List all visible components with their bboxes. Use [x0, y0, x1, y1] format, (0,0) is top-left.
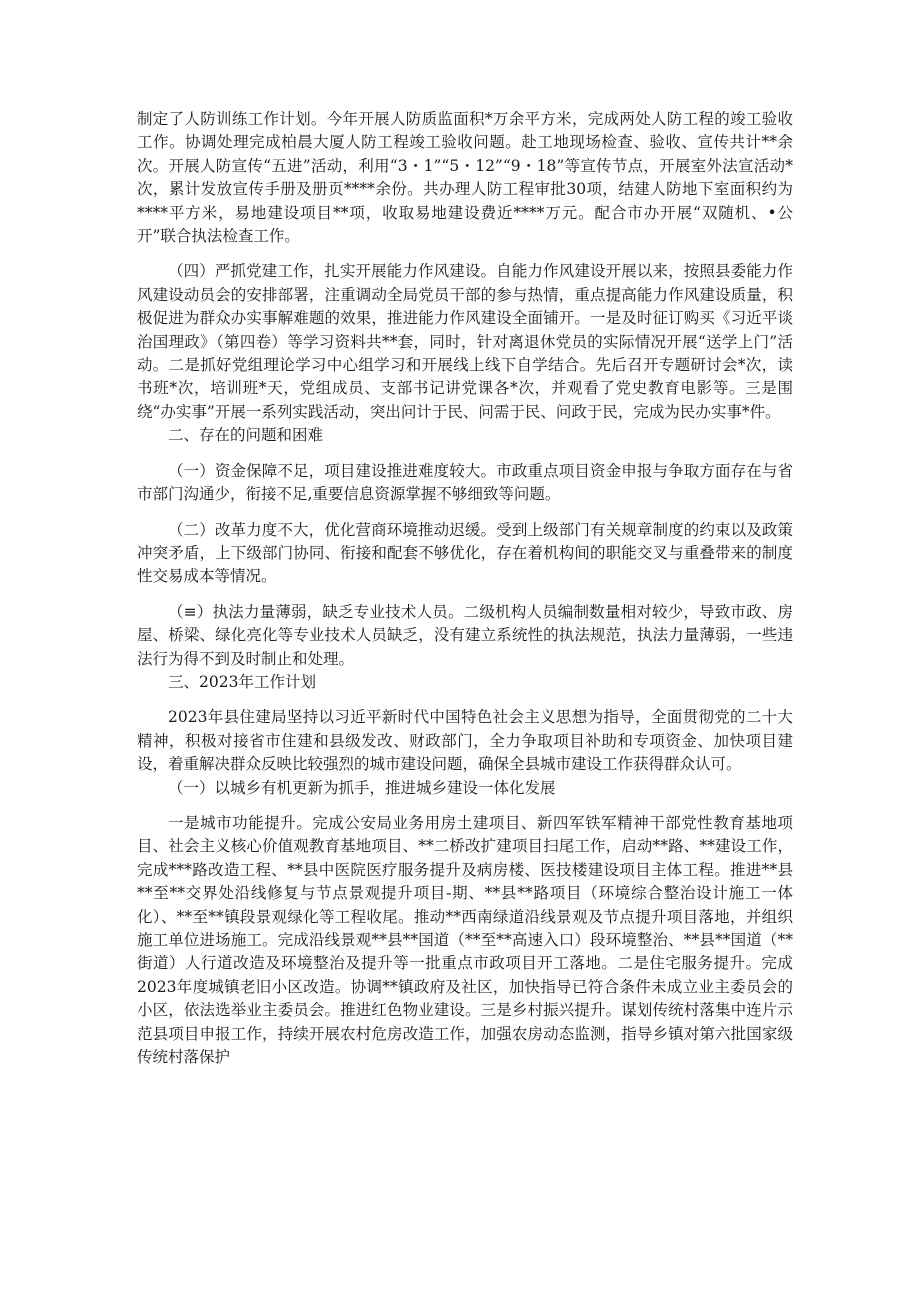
document-page	[137, 108, 793, 1069]
paragraph-urban-function-upgrade: 一是城市功能提升。完成公安局业务用房土建项目、新四军铁军精神干部党性教育基地项目、社会主义核心价值观教育基地项目、**二桥改扩建项目扫尾工作，启动**路、**建设工作，完成***路改造工程、**县中医院医疗服务提升及病房楼、医技楼建设项目主体工程。推进**县**至**交界处沿线修复与节点景观提升项目-期、**县**路项目（环境综合整治设计施工一体化）、**至**镇段景观绿化等工程收尾。推动**西南绿道沿线景观及节点提升项目落地，并组织施工单位进场施工。完成沿线景观**县**国道（**至**高速入口）段环境整治、**县**国道（**街道）人行道改造及环境整治及提升等一批重点市政项目开工落地。二是住宅服务提升。完成2023年度城镇老旧小区改造。协调**镇政府及社区，加快指导已符合条件未成立业主委员会的小区，依法选举业主委员会。推进红色物业建设。三是乡村振兴提升。谋划传统村落集中连片示范县项目申报工作，持续开展农村危房改造工作，加强农房动态监测，指导乡镇对第六批国家级传统村落保护	[137, 813, 793, 1067]
paragraph-problem-funding: （一）资金保障不足，项目建设推进难度较大。市政重点项目资金申报与争取方面存在与省市部门沟通少，衔接不足,重要信息资源掌握不够细致等问题。	[137, 461, 793, 504]
paragraph-civil-defense-continued: 制定了人防训练工作计划。今年开展人防质监面积*万余平方米，完成两处人防工程的竣工验收工作。协调处理完成柏晨大厦人防工程竣工验收问题。赴工地现场检查、验收、宣传共计**余次。开展人防宣传“五进”活动，利用“3・1”“5・12”“9・18”等宣传节点，开展室外法宣活动*次，累计发放宣传手册及册页****余份。共办理人防工程审批30项，结建人防地下室面积约为****平方米，易地建设项目**项，收取易地建设费近****万元。配合市办开展“双随机、•公开”联合执法检查工作。	[137, 110, 793, 246]
paragraph-problem-enforcement: （≡）执法力量薄弱，缺乏专业技术人员。二级机构人员编制数量相对较少，导致市政、房屋、桥梁、绿化亮化等专业技术人员缺乏，没有建立系统性的执法规范，执法力量薄弱，一些违法行为得不到及时制止和处理。	[137, 602, 793, 668]
paragraph-plan-intro: 2023年县住建局坚持以习近平新时代中国特色社会主义思想为指导，全面贯彻党的二十大精神，积极对接省市住建和县级发改、财政部门，全力争取项目补助和专项资金、加快项目建设，着重解决群众反映比较强烈的城市建设问题，确保全县城市建设工作获得群众认可。	[137, 708, 793, 774]
subheading-urban-rural-renewal: （一）以城乡有机更新为抓手，推进城乡建设一体化发展	[168, 778, 556, 797]
paragraph-problem-reform: （二）改革力度不大，优化营商环境推动迟缓。受到上级部门有关规章制度的约束以及政策冲突矛盾，上下级部门协同、衔接和配套不够优化，存在着机构间的职能交叉与重叠带来的制度性交易成本等情况。	[137, 520, 793, 586]
section-heading-problems: 二、存在的问题和困难	[168, 426, 324, 445]
section-heading-plan-2023: 三、2023年工作计划	[168, 672, 316, 691]
paragraph-party-building: （四）严抓党建工作，扎实开展能力作风建设。自能力作风建设开展以来，按照县委能力作风建设动员会的安排部署，注重调动全局党员干部的参与热情，重点提高能力作风建设质量，积极促进为群众办实事解难题的效果，推进能力作风建设全面铺开。一是及时征订购买《习近平谈治国理政》（第四卷）等学习资料共**套，同时，针对离退休党员的实际情况开展“送学上门”活动。二是抓好党组理论学习中心组学习和开展线上线下自学结合。先后召开专题研讨会*次，读书班*次，培训班*天，党组成员、支部书记讲党课各*次，并观看了党史教育电影等。三是围绕“办实事”开展一系列实践活动，突出问计于民、问需于民、问政于民，完成为民办实事*件。	[137, 262, 793, 421]
